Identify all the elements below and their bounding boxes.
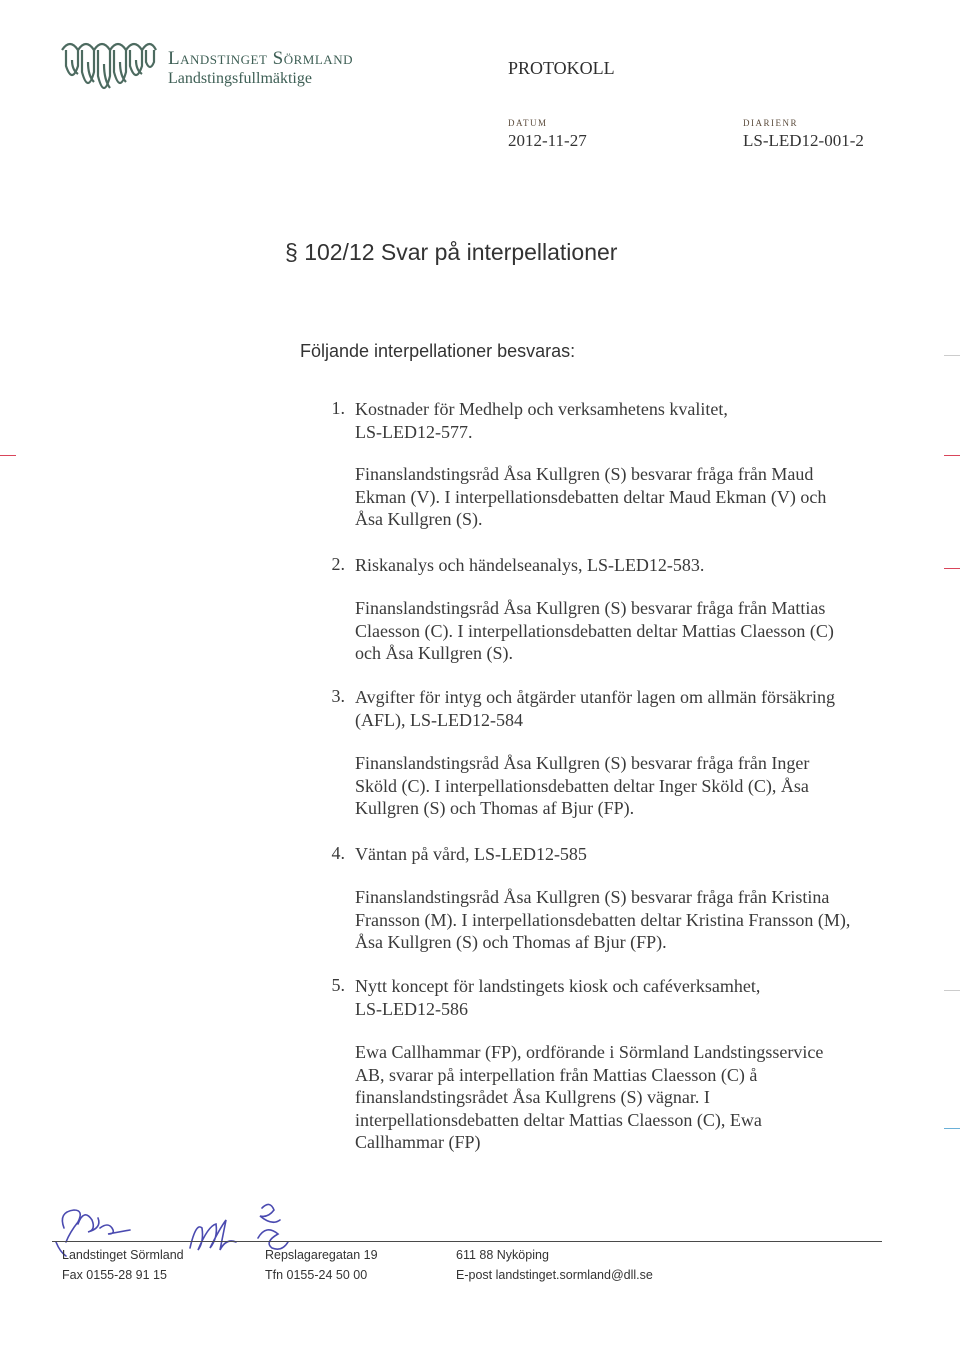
organization-name: Landstinget Sörmland	[168, 48, 353, 69]
section-symbol: §	[285, 239, 298, 265]
footer-phone: Tfn 0155-24 50 00	[265, 1268, 368, 1282]
item-number: 3.	[331, 686, 345, 706]
document-type: PROTOKOLL	[508, 58, 615, 78]
section-heading	[285, 239, 617, 266]
item-body: Finanslandstingsråd Åsa Kullgren (S) besvarar fråga från Inger Sköld (C). I interpellationsdebatten deltar Inger Sköld (C), Åsa Kullgren (S) och Thomas af Bjur (FP).	[355, 753, 810, 818]
item-body: Finanslandstingsråd Åsa Kullgren (S) besvarar fråga från Kristina Fransson (M). I interpellationsdebatten deltar Kristina Fransson (M), Åsa Kullgren (S) och Thomas af Bjur (FP).	[355, 887, 851, 952]
item-title: Nytt koncept för landstingets kiosk och caféverksamhet, LS-LED12-586	[355, 976, 761, 1019]
footer-organization: Landstinget Sörmland	[62, 1248, 184, 1262]
item-title: Riskanalys och händelseanalys, LS-LED12-583.	[355, 555, 705, 575]
item-title: Avgifter för intyg och åtgärder utanför lagen om allmän försäkring (AFL), LS-LED12-584	[355, 687, 835, 730]
item-number: 5.	[331, 975, 345, 995]
margin-mark	[944, 355, 960, 356]
landstinget-logo-icon	[58, 36, 158, 102]
organization-subtitle: Landstingsfullmäktige	[168, 70, 312, 87]
signature-initials-icon	[50, 1198, 310, 1278]
intro-text: Följande interpellationer besvaras:	[300, 341, 576, 361]
margin-mark	[0, 455, 16, 456]
item-number: 1.	[331, 398, 345, 418]
item-number: 4.	[331, 843, 345, 863]
margin-mark	[944, 990, 960, 991]
footer-fax: Fax 0155-28 91 15	[62, 1268, 167, 1282]
margin-mark	[944, 568, 960, 569]
date-value: 2012-11-27	[508, 131, 587, 150]
footer-email: E-post landstinget.sormland@dll.se	[456, 1268, 653, 1282]
item-number: 2.	[331, 554, 345, 574]
diary-number-label: DIARIENR	[743, 118, 798, 128]
section-title: 102/12 Svar på interpellationer	[304, 239, 618, 265]
item-body: Finanslandstingsråd Åsa Kullgren (S) besvarar fråga från Maud Ekman (V). I interpellationsdebatten deltar Maud Ekman (V) och Åsa Kullgren (S).	[355, 464, 827, 529]
date-label: DATUM	[508, 118, 548, 128]
item-title: Väntan på vård, LS-LED12-585	[355, 844, 587, 864]
margin-mark	[944, 1128, 960, 1129]
item-title: Kostnader för Medhelp och verksamhetens kvalitet, LS-LED12-577.	[355, 399, 728, 442]
item-body: Finanslandstingsråd Åsa Kullgren (S) besvarar fråga från Mattias Claesson (C). I interpellationsdebatten deltar Mattias Claesson (C) och Åsa Kullgren (S).	[355, 598, 834, 663]
margin-mark	[944, 455, 960, 456]
item-body: Ewa Callhammar (FP), ordförande i Sörmland Landstingsservice AB, svarar på interpellation från Mattias Claesson (C) å finanslandstingsrådet Åsa Kullgrens (S) vägnar. I interpellationsdebatten deltar Mattias Claesson (C), Ewa Callhammar (FP)	[355, 1042, 824, 1152]
diary-number-value: LS-LED12-001-2	[743, 131, 864, 150]
footer-street: Repslagaregatan 19	[265, 1248, 378, 1262]
footer-postal: 611 88 Nyköping	[456, 1248, 549, 1262]
footer-divider	[52, 1241, 882, 1242]
